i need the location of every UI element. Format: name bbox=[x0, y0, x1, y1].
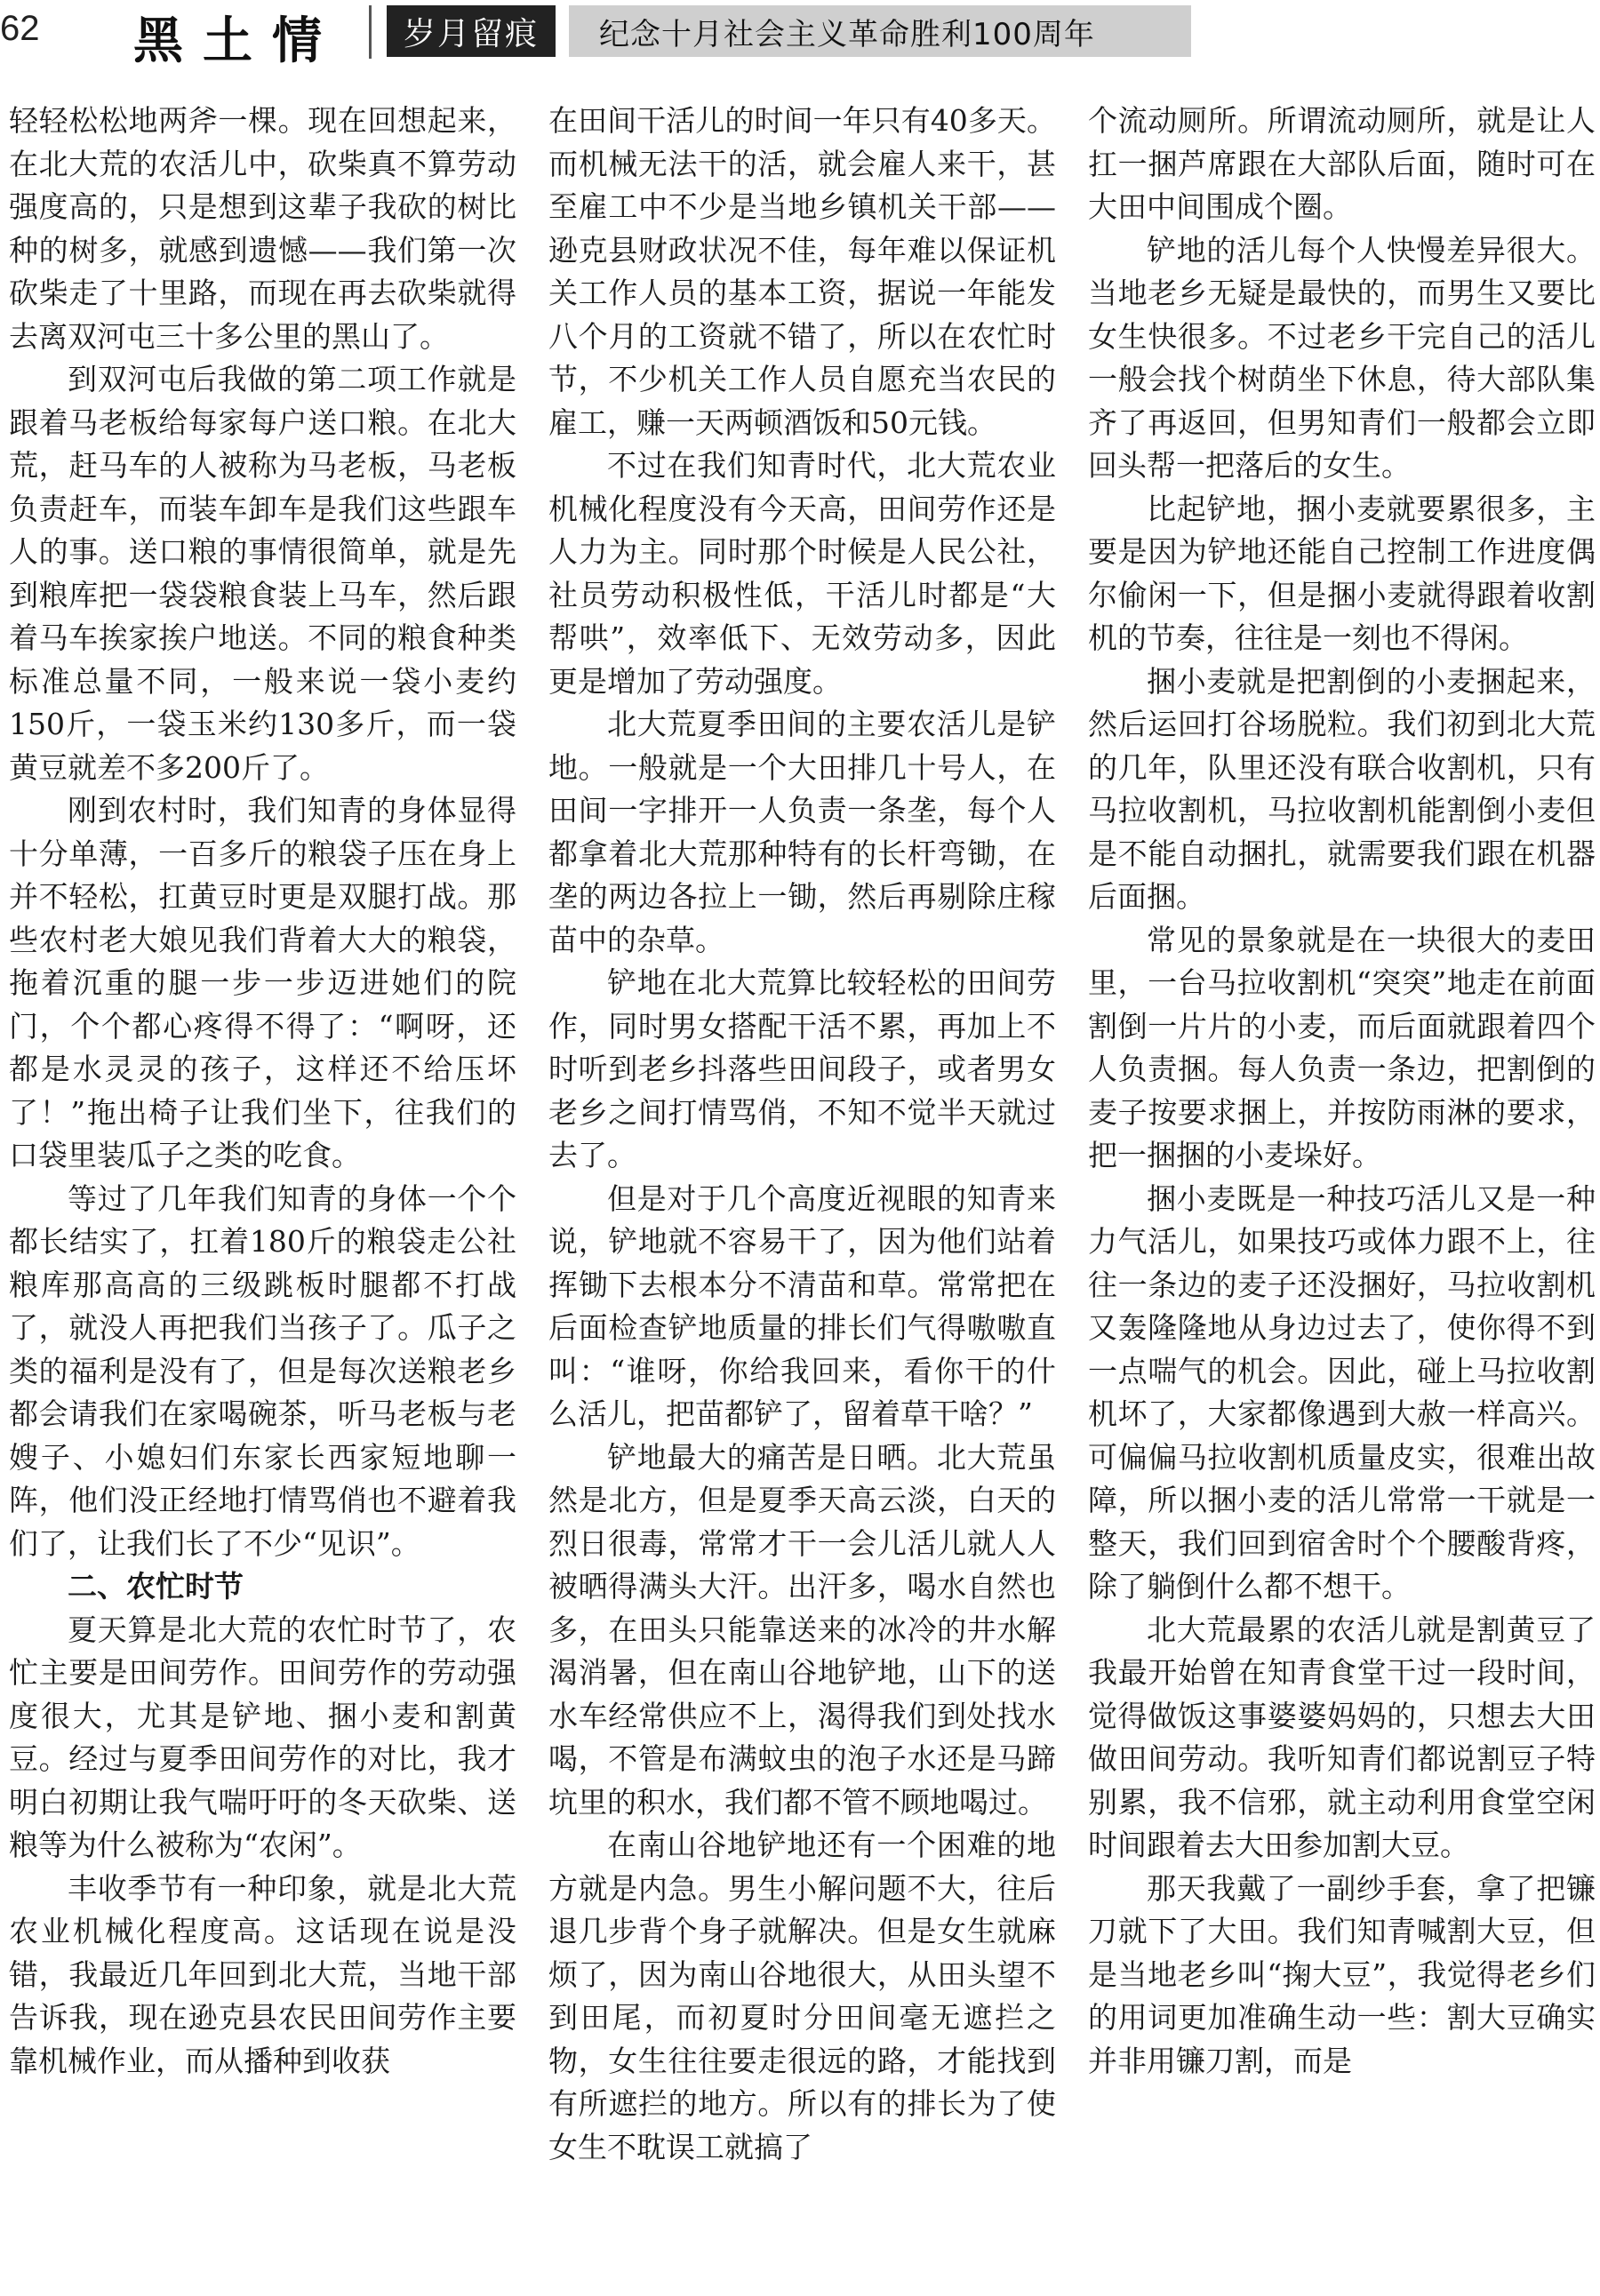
paragraph: 铲地在北大荒算比较轻松的田间劳作，同时男女搭配干活不累，再加上不时听到老乡抖落些田间段子，或者男女老乡之间打情骂俏，不知不觉半天就过去了。 bbox=[548, 965, 1056, 1172]
section-tag: 岁月留痕 bbox=[387, 5, 556, 57]
column-1 bbox=[9, 100, 516, 2296]
paragraph: 铲地最大的痛苦是日晒。北大荒虽然是北方，但是夏季天高云淡，白天的烈日很毒，常常才干一会儿活儿就人人被晒得满头大汗。出汗多，喝水自然也多，在田头只能靠送来的冰冷的井水解渴消暑，但在南山谷地铲地，山下的送水车经常供应不上，渴得我们到处找水喝，不管是布满蚊虫的泡子水还是马蹄坑里的积水，我们都不管不顾地喝过。 bbox=[548, 1439, 1056, 1820]
commemoration-banner: 纪念十月社会主义革命胜利100周年 bbox=[569, 5, 1191, 57]
header-divider bbox=[369, 5, 372, 59]
paragraph: 不过在我们知青时代，北大荒农业机械化程度没有今天高，田间劳作还是人力为主。同时那个时候是人民公社，社员劳动积极性低，干活儿时都是“大帮哄”，效率低下、无效劳动多，因此更是增加了劳动强度。 bbox=[548, 448, 1056, 699]
paragraph: 捆小麦就是把割倒的小麦捆起来，然后运回打谷场脱粒。我们初到北大荒的几年，队里还没有联合收割机，只有马拉收割机，马拉收割机能割倒小麦但是不能自动捆扎，就需要我们跟在机器后面捆。 bbox=[1088, 663, 1596, 914]
paragraph: 但是对于几个高度近视眼的知青来说，铲地就不容易干了，因为他们站着挥锄下去根本分不清苗和草。常常把在后面检查铲地质量的排长们气得嗷嗷直叫：“谁呀，你给我回来，看你干的什么活儿，把苗都铲了，留着草干啥？” bbox=[548, 1180, 1056, 1431]
paragraph: 捆小麦既是一种技巧活儿又是一种力气活儿，如果技巧或体力跟不上，往往一条边的麦子还没捆好，马拉收割机又轰隆隆地从身边过去了，使你得不到一点喘气的机会。因此，碰上马拉收割机坏了，大家都像遇到大赦一样高兴。可偏偏马拉收割机质量皮实，很难出故障，所以捆小麦的活儿常常一干就是一整天，我们回到宿舍时个个腰酸背疼，除了躺倒什么都不想干。 bbox=[1088, 1180, 1596, 1604]
paragraph: 在南山谷地铲地还有一个困难的地方就是内急。男生小解问题不大，往后退几步背个身子就解决。但是女生就麻烦了，因为南山谷地很大，从田头望不到田尾，而初夏时分田间毫无遮拦之物，女生往往要走很远的路，才能找到有所遮拦的地方。所以有的排长为了使女生不耽误工就搞了 bbox=[548, 1828, 1056, 2164]
paragraph: 铲地的活儿每个人快慢差异很大。当地老乡无疑是最快的，而男生又要比女生快很多。不过老乡干完自己的活儿一般会找个树荫坐下休息，待大部队集齐了再返回，但男知青们一般都会立即回头帮一把落后的女生。 bbox=[1088, 232, 1596, 483]
paragraph: 轻轻松松地两斧一棵。现在回想起来，在北大荒的农活儿中，砍柴真不算劳动强度高的，只是想到这辈子我砍的树比种的树多，就感到遗憾——我们第一次砍柴走了十里路，而现在再去砍柴就得去离双河屯三十多公里的黑山了。 bbox=[9, 103, 516, 354]
paragraph: 北大荒夏季田间的主要农活儿是铲地。一般就是一个大田排几十号人，在田间一字排开一人负责一条垄，每个人都拿着北大荒那种特有的长杆弯锄，在垄的两边各拉上一锄，然后再剔除庄稼苗中的杂草。 bbox=[548, 707, 1056, 957]
article-body bbox=[9, 100, 1596, 2296]
column-3 bbox=[1088, 100, 1596, 2296]
paragraph: 在田间干活儿的时间一年只有40多天。而机械无法干的活，就会雇人来干，甚至雇工中不少是当地乡镇机关干部——逊克县财政状况不佳，每年难以保证机关工作人员的基本工资，据说一年能发八个月的工资就不错了，所以在农忙时节，不少机关工作人员自愿充当农民的雇工，赚一天两顿酒饭和50元钱。 bbox=[548, 103, 1056, 440]
paragraph: 丰收季节有一种印象，就是北大荒农业机械化程度高。这话现在说是没错，我最近几年回到北大荒，当地干部告诉我，现在逊克县农民田间劳作主要靠机械作业，而从播种到收获 bbox=[9, 1870, 516, 2078]
paragraph: 那天我戴了一副纱手套，拿了把镰刀就下了大田。我们知青喊割大豆，但是当地老乡叫“掬大豆”，我觉得老乡们的用词更加准确生动一些：割大豆确实并非用镰刀割，而是 bbox=[1088, 1870, 1596, 2078]
paragraph: 夏天算是北大荒的农忙时节了，农忙主要是田间劳作。田间劳作的劳动强度很大，尤其是铲地、捆小麦和割黄豆。经过与夏季田间劳作的对比，我才明白初期让我气喘吁吁的冬天砍柴、送粮等为什么被称为“农闲”。 bbox=[9, 1612, 516, 1862]
column-2 bbox=[548, 100, 1056, 2296]
paragraph: 比起铲地，捆小麦就要累很多，主要是因为铲地还能自己控制工作进度偶尔偷闲一下，但是捆小麦就得跟着收割机的节奏，往往是一刻也不得闲。 bbox=[1088, 491, 1596, 655]
paragraph: 刚到农村时，我们知青的身体显得十分单薄，一百多斤的粮袋子压在身上并不轻松，扛黄豆时更是双腿打战。那些农村老大娘见我们背着大大的粮袋，拖着沉重的腿一步一步迈进她们的院门，个个都心疼得不得了：“啊呀，还都是水灵灵的孩子，这样还不给压坏了！”拖出椅子让我们坐下，往我们的口袋里装瓜子之类的吃食。 bbox=[9, 793, 516, 1172]
section-heading: 二、农忙时节 bbox=[68, 1569, 244, 1604]
paragraph: 北大荒最累的农活儿就是割黄豆了我最开始曾在知青食堂干过一段时间，觉得做饭这事婆婆妈妈的，只想去大田做田间劳动。我听知青们都说割豆子特别累，我不信邪，就主动利用食堂空闲时间跟着去大田参加割大豆。 bbox=[1088, 1612, 1596, 1862]
magazine-logo: 黑土情 bbox=[133, 12, 341, 70]
paragraph: 常见的景象就是在一块很大的麦田里，一台马拉收割机“突突”地走在前面割倒一片片的小麦，而后面就跟着四个人负责捆。每人负责一条边，把割倒的麦子按要求捆上，并按防雨淋的要求，把一捆捆的小麦垛好。 bbox=[1088, 922, 1596, 1172]
paragraph: 等过了几年我们知青的身体一个个都长结实了，扛着180斤的粮袋走公社粮库那高高的三级跳板时腿都不打战了，就没人再把我们当孩子了。瓜子之类的福利是没有了，但是每次送粮老乡都会请我们在家喝碗茶，听马老板与老嫂子、小媳妇们东家长西家短地聊一阵，他们没正经地打情骂俏也不避着我们了，让我们长了不少“见识”。 bbox=[9, 1180, 516, 1561]
paragraph: 到双河屯后我做的第二项工作就是跟着马老板给每家每户送口粮。在北大荒，赶马车的人被称为马老板，马老板负责赶车，而装车卸车是我们这些跟车人的事。送口粮的事情很简单，就是先到粮库把一袋袋粮食装上马车，然后跟着马车挨家挨户地送。不同的粮食种类标准总量不同，一般来说一袋小麦约150斤，一袋玉米约130多斤，而一袋黄豆就差不多200斤了。 bbox=[9, 362, 516, 785]
page-header bbox=[0, 0, 1600, 70]
paragraph: 个流动厕所。所谓流动厕所，就是让人扛一捆芦席跟在大部队后面，随时可在大田中间围成个圈。 bbox=[1088, 103, 1596, 224]
page-number: 62 bbox=[0, 9, 40, 48]
